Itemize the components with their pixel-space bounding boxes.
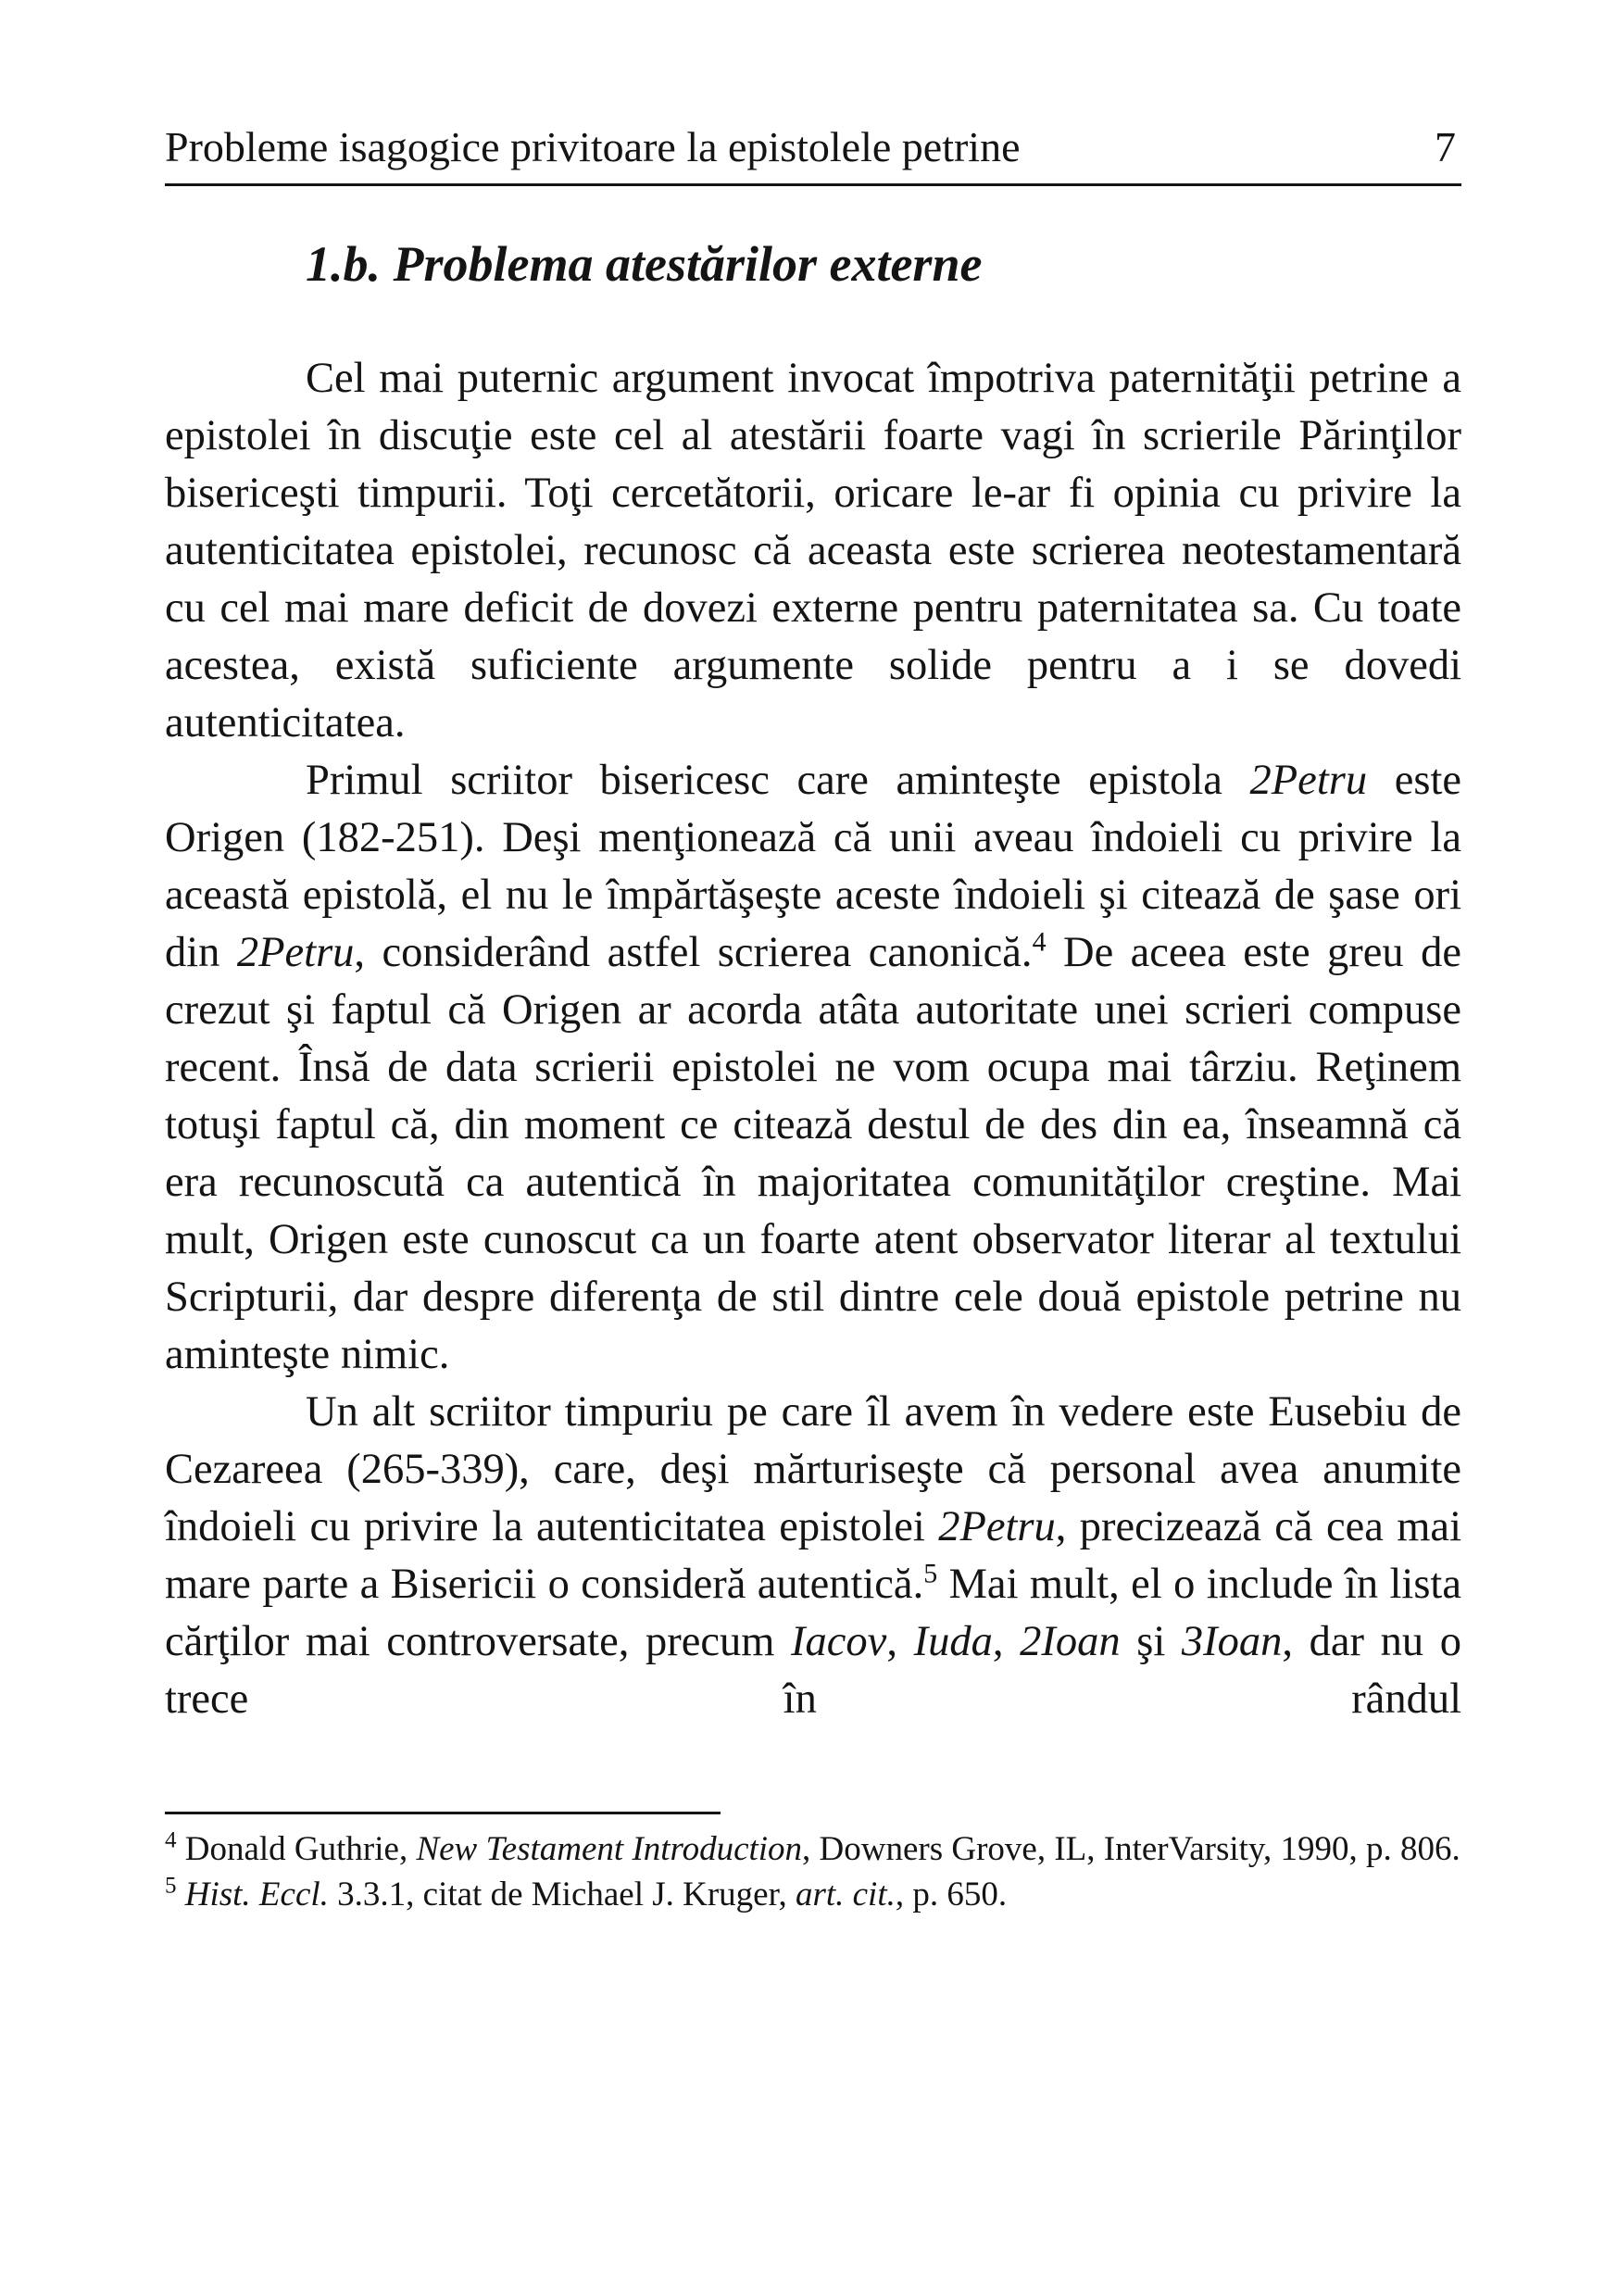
paragraph-2-text: este Origen (182-251). Deşi menţionează că unii aveau îndoieli cu privire la această epistolă, el nu le împărtăşeşte aceste îndoieli şi citează de şase ori din: [165, 757, 1461, 976]
paragraph-1: [165, 350, 1461, 752]
paragraph-3-text: , precizează că cea mai mare parte a Bisericii o consideră autentică.: [165, 1503, 1461, 1608]
footnote-5: [165, 1872, 1461, 1917]
paragraph-3-text: şi: [1120, 1618, 1182, 1665]
footnote-ref-5[interactable]: 5: [923, 1558, 938, 1589]
paragraph-2-text: , considerând astfel scrierea canonică.: [354, 929, 1033, 976]
paragraph-2: [165, 752, 1461, 1384]
paragraph-3-text: Un alt scriitor timpuriu pe care îl avem în vedere este Eusebiu de Cezareea (265-339), care, deşi mărturiseşte că personal avea anumite îndoieli cu privire la autenticitatea epistolei: [165, 1388, 1461, 1550]
footnote-ref-4[interactable]: 4: [1032, 926, 1047, 958]
page-number: 7: [1435, 123, 1456, 170]
footnotes: [165, 1826, 1461, 1917]
book-reference: 2Petru: [236, 929, 355, 976]
paragraph-1-text: Cel mai puternic argument invocat împotriva paternităţii petrine a epistolei în discuţie este cel al atestării foarte vagi în scrierile Părinţilor bisericeşti timpurii. Toţi cercetătorii, oricare le-ar fi opinia cu privire la autenticitatea epistolei, recunosc că aceasta este scrierea neotestamentară cu cel mai mare deficit de dovezi externe pentru paternitatea sa. Cu toate acestea, există suficiente argumente solide pentru a i se dovedi autenticitatea.: [165, 355, 1461, 747]
book-reference: Iuda: [913, 1618, 993, 1665]
footnote-mark: 5: [165, 1873, 177, 1899]
footnote-text: Donald Guthrie,: [176, 1830, 417, 1868]
paragraph-3-text: Mai mult, el o include în lista cărţilor mai controversate, precum: [165, 1561, 1461, 1665]
paragraph-3: [165, 1384, 1461, 1728]
cited-title: Hist. Eccl.: [184, 1876, 329, 1913]
paragraph-3-text: , dar nu o trece în rândul: [165, 1618, 1462, 1723]
paragraph-2-text: De aceea este greu de crezut şi faptul că Origen ar acorda atâta autoritate unei scrieri compuse recent. Însă de data scrierii epistolei ne vom ocupa mai târziu. Reţinem totuşi faptul că, din moment ce citează destul de des din ea, înseamnă că era recunoscută ca autentică în majoritatea comunităţilor creştine. Mai mult, Origen este cunoscut ca un foarte atent observator literar al textului Scripturii, dar despre diferenţa de stil dintre cele două epistole petrine nu aminteşte nimic.: [165, 929, 1461, 1378]
book-reference: 2Petru: [938, 1503, 1056, 1550]
book-reference: 3Ioan: [1181, 1618, 1283, 1665]
book-reference: 2Petru: [1249, 757, 1368, 804]
body-text: [165, 350, 1461, 1728]
footnote-text: , Downers Grove, IL, InterVarsity, 1990, p. 806.: [802, 1830, 1460, 1868]
footnote-text: [177, 1876, 185, 1913]
running-header: [165, 119, 1461, 186]
footnote-text: , p. 650.: [895, 1876, 1008, 1913]
paragraph-3-text: ,: [886, 1618, 914, 1665]
footnote-mark: 4: [165, 1827, 177, 1853]
paragraph-3-text: ,: [992, 1618, 1021, 1665]
paragraph-2-text: Primul scriitor bisericesc care aminteşte epistola: [306, 757, 1250, 804]
cited-title: New Testament Introduction: [416, 1830, 803, 1868]
footnote-4: [165, 1826, 1461, 1872]
section-title: 1.b. Problema atestărilor externe: [306, 236, 983, 292]
footnote-text: 3.3.1, citat de Michael J. Kruger,: [328, 1876, 796, 1913]
book-reference: 2Ioan: [1020, 1618, 1121, 1665]
running-title: Probleme isagogice privitoare la epistolele petrine: [165, 123, 1021, 170]
footnote-separator: [165, 1812, 721, 1814]
book-reference: Iacov: [791, 1618, 887, 1665]
cited-title: art. cit.: [795, 1876, 896, 1913]
